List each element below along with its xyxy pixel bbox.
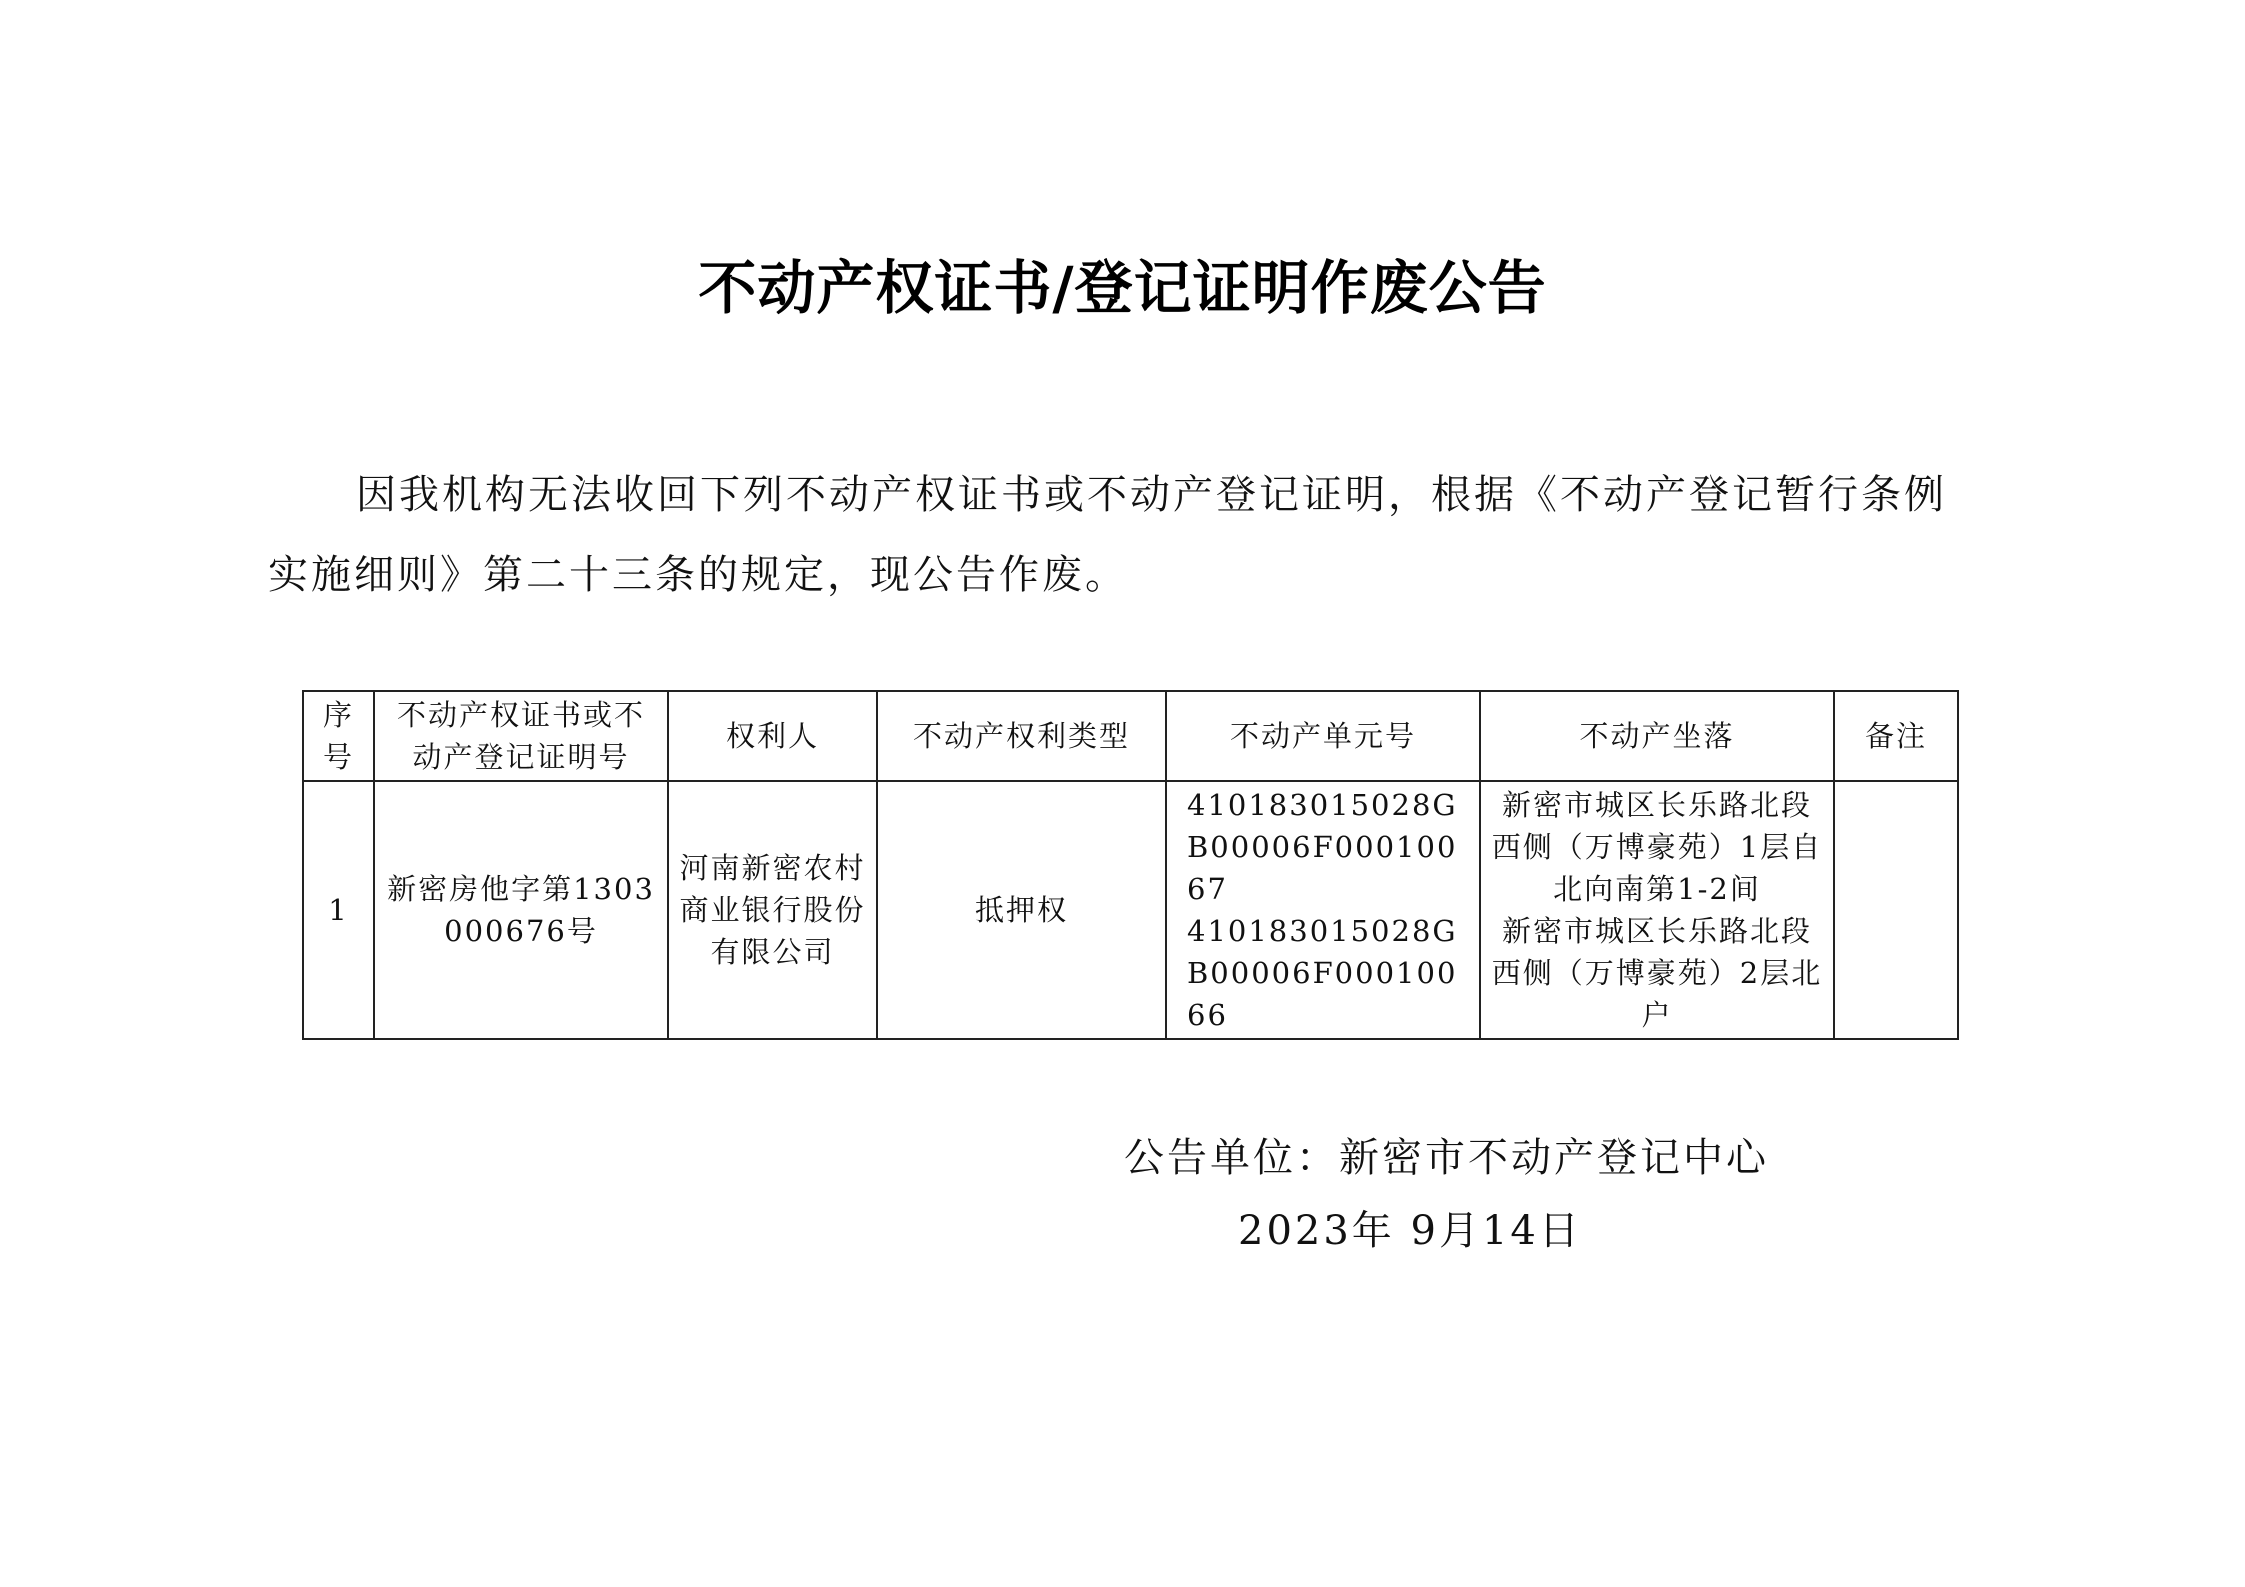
issue-date: 2023年 9月14日 xyxy=(1238,1208,1582,1254)
header-cert-no: 不动产权证书或不动产登记证明号 xyxy=(374,691,668,781)
header-right-holder: 权利人 xyxy=(668,691,877,781)
cell-right-type: 抵押权 xyxy=(877,781,1166,1039)
unit-no-1: 410183015028GB00006F00010067 xyxy=(1187,788,1458,906)
table-row xyxy=(303,781,1958,1039)
cell-unit-no xyxy=(1166,781,1480,1039)
document-title: 不动产权证书/登记证明作废公告 xyxy=(698,254,1547,322)
header-unit-no: 不动产单元号 xyxy=(1166,691,1480,781)
cell-right-holder: 河南新密农村商业银行股份有限公司 xyxy=(668,781,877,1039)
header-right-type: 不动产权利类型 xyxy=(877,691,1166,781)
header-location: 不动产坐落 xyxy=(1480,691,1834,781)
cell-location xyxy=(1480,781,1834,1039)
header-no: 序号 xyxy=(303,691,374,781)
cell-cert-no: 新密房他字第1303000676号 xyxy=(374,781,668,1039)
unit-no-2: 410183015028GB00006F00010066 xyxy=(1187,914,1458,1032)
cell-remark xyxy=(1834,781,1958,1039)
certificate-table xyxy=(302,690,1959,1040)
location-2: 新密市城区长乐路北段西侧（万博豪苑）2层北户 xyxy=(1491,914,1823,1032)
table-header-row xyxy=(303,691,1958,781)
header-remark: 备注 xyxy=(1834,691,1958,781)
issuing-unit: 公告单位：新密市不动产登记中心 xyxy=(1124,1135,1769,1181)
intro-paragraph: 因我机构无法收回下列不动产权证书或不动产登记证明，根据《不动产登记暂行条例实施细则》第二十三条的规定，现公告作废。 xyxy=(268,472,1947,598)
cell-no: 1 xyxy=(303,781,374,1039)
location-1: 新密市城区长乐路北段西侧（万博豪苑）1层自北向南第1-2间 xyxy=(1491,788,1823,906)
